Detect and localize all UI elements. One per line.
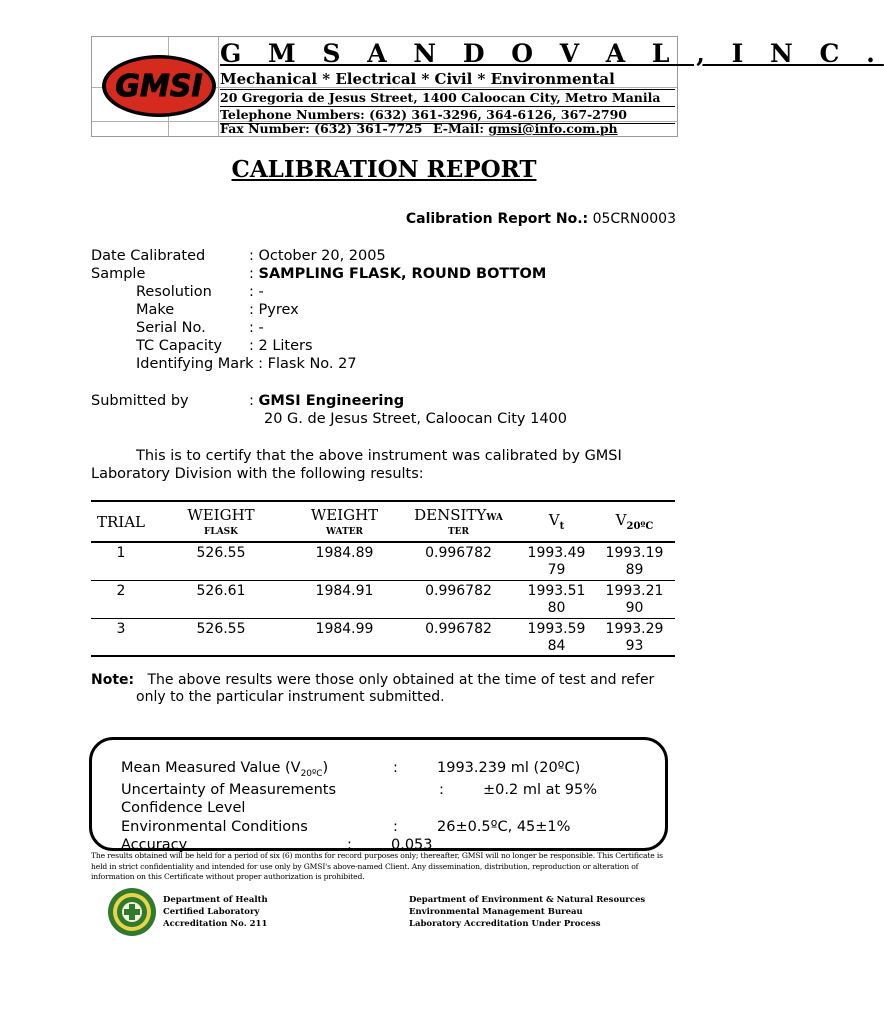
note-line-1 — [91, 672, 681, 689]
uncertainty-value: ±0.2 ml at 95% — [483, 782, 597, 798]
date-label: Date Calibrated — [91, 248, 206, 264]
cell-weight-water: 1984.99 — [291, 618, 398, 656]
note-line-2: only to the particular instrument submitted. — [136, 689, 445, 705]
note — [91, 672, 681, 706]
sample-value: SAMPLING FLASK, ROUND BOTTOM — [258, 266, 547, 282]
cell-density: 0.996782 — [398, 618, 519, 656]
resolution-value: : - — [249, 284, 264, 300]
company-fax: Fax Number: (632) 361-7725 — [220, 121, 423, 136]
capacity-value: : 2 Liters — [249, 338, 313, 354]
accuracy-colon: : — [347, 837, 352, 853]
header-vt-sub: t — [559, 521, 565, 532]
header-v20-text: V — [615, 511, 627, 529]
report-number — [406, 211, 676, 227]
cell-v20 — [594, 618, 675, 656]
cell-vt-b: 79 — [547, 562, 566, 578]
resolution-label: Resolution — [136, 284, 212, 300]
accreditation-doh-line-1: Department of Health — [163, 895, 268, 905]
company-tagline: Mechanical * Electrical * Civil * Environmental — [220, 70, 675, 90]
cell-v20 — [594, 580, 675, 618]
accreditation-denr-line-1: Department of Environment & Natural Resources — [409, 895, 646, 905]
header-v20-sub: 20ºC — [626, 521, 654, 532]
cell-weight-water: 1984.91 — [291, 580, 398, 618]
mean-colon: : — [393, 760, 398, 776]
environment-label: Environmental Conditions — [121, 819, 308, 835]
uncertainty-colon: : — [439, 782, 444, 798]
cell-density: 0.996782 — [398, 542, 519, 580]
cell-v20-b: 93 — [625, 637, 644, 654]
serial-label: Serial No. — [136, 320, 206, 336]
cell-vt-a: 1993.51 — [527, 582, 586, 599]
confidence-label: Confidence Level — [121, 800, 246, 816]
company-name: G M S A N D O V A L , I N C . — [220, 39, 884, 68]
date-value: : October 20, 2005 — [249, 248, 386, 264]
header-weight-flask — [151, 501, 291, 542]
cell-vt-b: 84 — [547, 637, 566, 654]
header-trial-text: TRIAL — [96, 512, 146, 531]
cell-vt — [519, 542, 594, 580]
accreditation-doh — [163, 894, 268, 930]
cell-v20-a: 1993.19 — [605, 545, 664, 561]
table-row — [91, 618, 675, 656]
certification-line-1: This is to certify that the above instrument was calibrated by GMSI — [136, 448, 622, 464]
results-table — [91, 500, 675, 657]
cell-density: 0.996782 — [398, 580, 519, 618]
submitted-label: Submitted by — [91, 393, 189, 409]
header-density-text: DENSITY — [414, 506, 487, 524]
accreditation-denr — [409, 894, 645, 930]
header-vt — [519, 501, 594, 542]
letterhead — [91, 36, 884, 137]
cell-weight-flask: 526.61 — [151, 580, 291, 618]
disclaimer: The results obtained will be held for a period of six (6) months for record purposes only; thereafter, GMSI will no longer be responsible. This Certificate is held in strict confidentiality and intended for use only by GMSI's above-named Client. Any dissemination, distribution, reproduction or alteration of information on this Certificate without proper authorization is prohibited. — [91, 851, 663, 881]
certification-text — [91, 447, 681, 483]
certification-line-2: Laboratory Division with the following results: — [91, 466, 424, 482]
letterhead-text — [220, 39, 884, 124]
header-v20-line — [615, 511, 654, 532]
header-density — [398, 501, 519, 542]
report-title-text: CALIBRATION REPORT — [231, 156, 537, 183]
mean-label-sub: 20ºC — [300, 768, 323, 779]
company-email[interactable]: gmsi@info.com.ph — [488, 121, 618, 136]
capacity-label: TC Capacity — [136, 338, 223, 354]
note-label: Note: — [91, 672, 135, 688]
cell-weight-water: 1984.89 — [291, 542, 398, 580]
cell-vt-b: 80 — [547, 599, 566, 616]
identifying-mark-value: : Flask No. 27 — [253, 356, 357, 372]
sample-value-line — [249, 265, 546, 283]
accreditation-doh-line-3: Accreditation No. 211 — [163, 919, 268, 929]
cell-trial: 1 — [91, 542, 151, 580]
cell-vt — [519, 580, 594, 618]
cell-v20-a: 1993.21 — [605, 582, 664, 599]
report-title — [0, 156, 768, 183]
accreditation-denr-line-3: Laboratory Accreditation Under Process — [409, 919, 601, 929]
accuracy-value: 0.053 — [391, 837, 433, 853]
make-label: Make — [136, 302, 175, 318]
header-density-sub: TER — [447, 527, 470, 537]
cell-weight-flask: 526.55 — [151, 618, 291, 656]
identifying-mark-label: Identifying Mark — [136, 356, 254, 372]
cell-vt-a: 1993.59 — [527, 620, 586, 637]
uncertainty-label: Uncertainty of Measurements — [121, 782, 337, 798]
gmsi-logo — [100, 53, 218, 119]
company-email-line — [433, 121, 618, 136]
note-text-1: The above results were those only obtained at the time of test and refer — [147, 672, 655, 688]
doh-seal-icon — [107, 887, 157, 937]
mean-label-close: ) — [322, 760, 329, 776]
identifying-mark-line — [136, 355, 357, 373]
report-number-value: 05CRN0003 — [588, 211, 676, 227]
make-value: : Pyrex — [249, 302, 299, 318]
table-row — [91, 542, 675, 580]
cell-trial: 2 — [91, 580, 151, 618]
company-address: 20 Gregoria de Jesus Street, 1400 Caloocan City, Metro Manila — [220, 90, 675, 107]
header-weight-flask-sub: FLASK — [203, 527, 239, 537]
environment-value: 26±0.5ºC, 45±1% — [437, 819, 571, 835]
cell-weight-flask: 526.55 — [151, 542, 291, 580]
summary-box — [89, 737, 668, 851]
cell-v20-a: 1993.29 — [605, 620, 664, 637]
header-vt-text: V — [548, 511, 560, 529]
header-weight-water-sub: WATER — [325, 527, 364, 537]
serial-value: : - — [249, 320, 264, 336]
cell-v20 — [594, 542, 675, 580]
submitted-colon: : — [249, 393, 259, 409]
cell-vt-a: 1993.49 — [527, 545, 586, 561]
company-telephone: Telephone Numbers: (632) 361-3296, 364-6126, 367-2790 — [220, 107, 675, 124]
header-trial — [91, 501, 151, 542]
mean-value: 1993.239 ml (20ºC) — [437, 760, 581, 776]
sample-label: Sample — [91, 266, 146, 282]
mean-label — [121, 759, 328, 783]
header-vt-line — [548, 511, 565, 532]
results-header-row — [91, 501, 675, 542]
accuracy-label: Accuracy — [121, 837, 188, 853]
email-label: E-Mail: — [433, 121, 489, 136]
cell-v20-b: 90 — [625, 599, 644, 616]
header-density-sub-inline: WA — [486, 513, 503, 523]
submitted-name: GMSI Engineering — [258, 393, 405, 409]
header-v20 — [594, 501, 675, 542]
accreditation-denr-line-2: Environmental Management Bureau — [409, 907, 583, 917]
accreditation-doh-line-2: Certified Laboratory — [163, 907, 260, 917]
header-density-line — [398, 506, 519, 524]
environment-colon: : — [393, 819, 398, 835]
header-weight-water — [291, 501, 398, 542]
submitted-address: 20 G. de Jesus Street, Caloocan City 1400 — [264, 411, 567, 427]
cell-trial: 3 — [91, 618, 151, 656]
mean-label-text: Mean Measured Value (V — [121, 760, 301, 776]
sample-colon: : — [249, 266, 259, 282]
header-weight-flask-text: WEIGHT — [187, 506, 255, 524]
logo-text: GMSI — [115, 69, 203, 104]
report-number-label: Calibration Report No.: — [405, 211, 589, 227]
cell-v20-b: 89 — [625, 562, 644, 578]
submitted-name-line — [249, 392, 404, 410]
cell-vt — [519, 618, 594, 656]
table-row — [91, 580, 675, 618]
header-weight-water-text: WEIGHT — [310, 506, 379, 524]
